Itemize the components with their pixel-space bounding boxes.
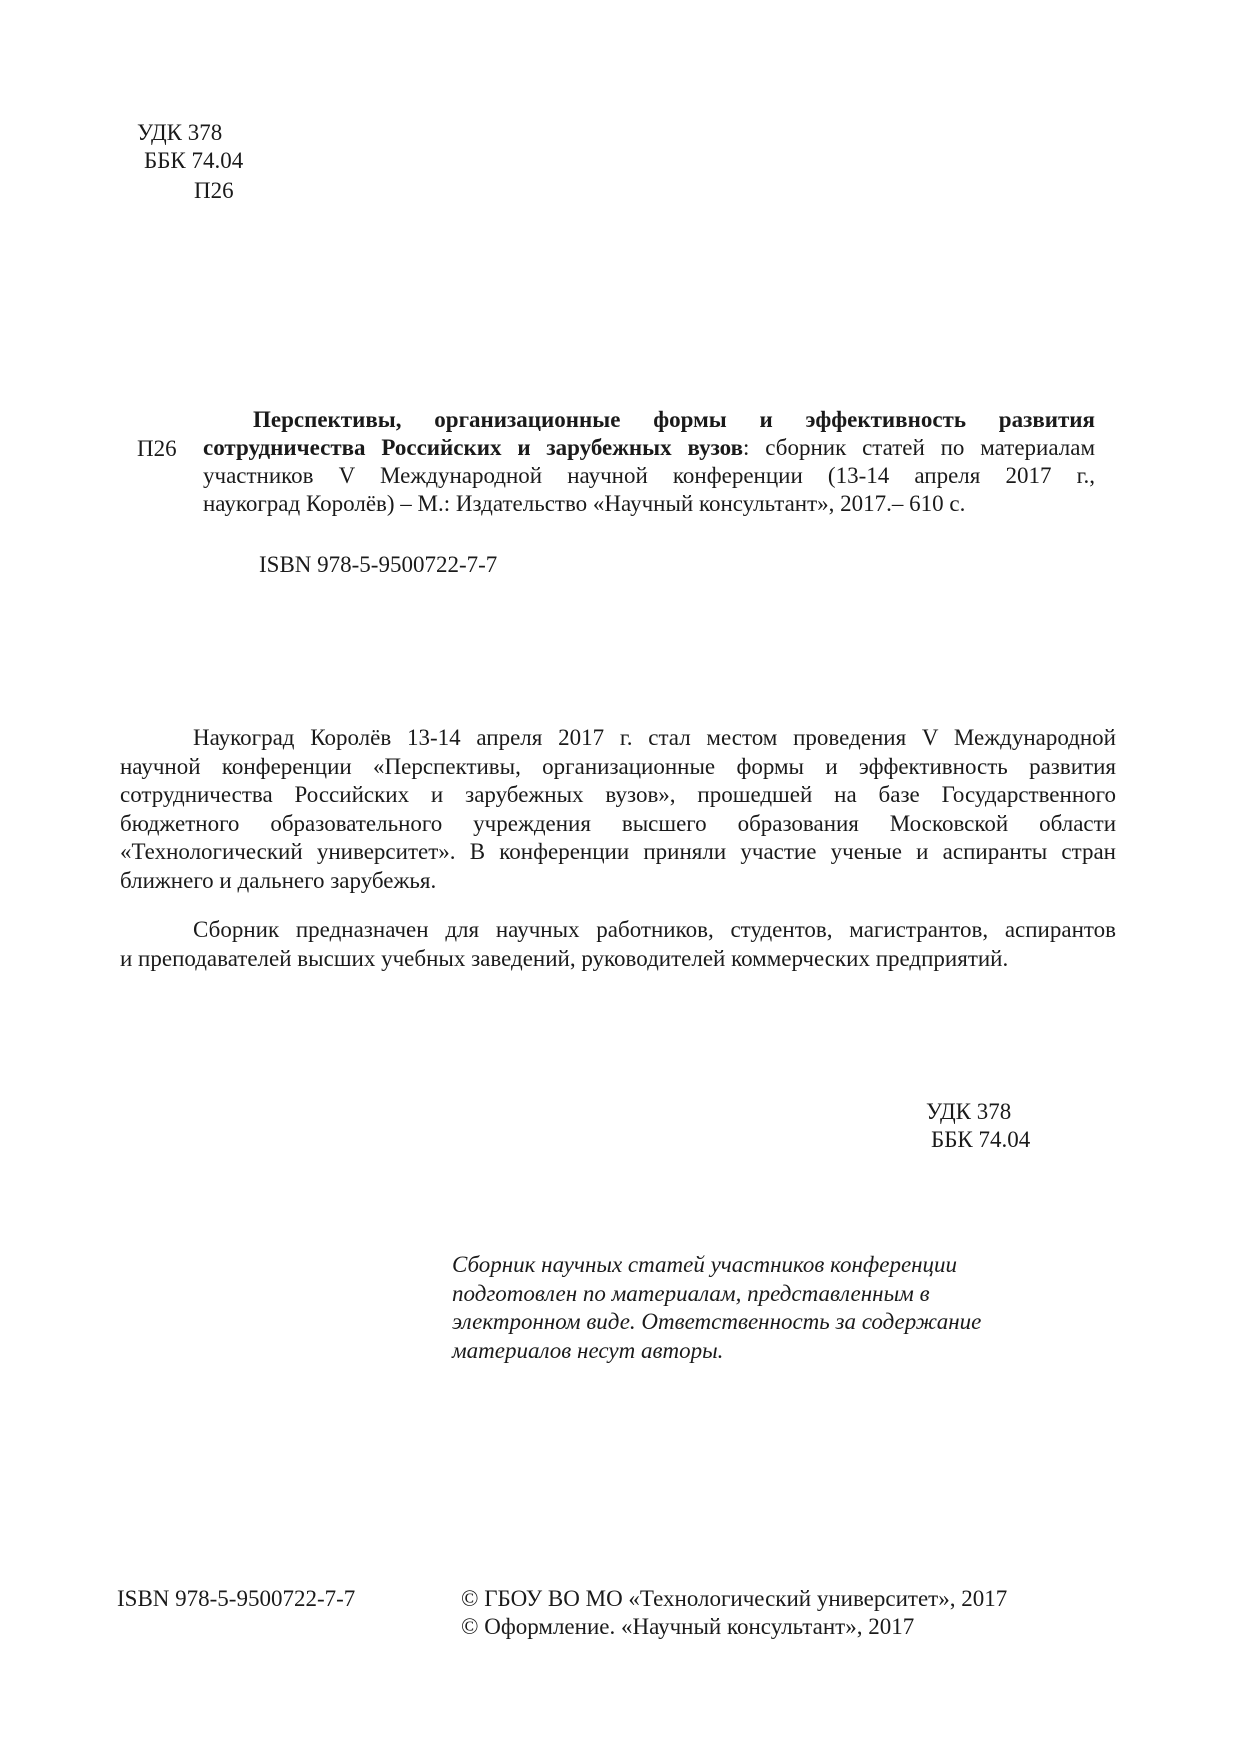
bib-title-rest: : сборник статей по материалам bbox=[743, 435, 1095, 460]
bbk-code-top: ББК 74.04 bbox=[144, 148, 244, 173]
bib-title-line-1: Перспективы, организационные формы и эффективность развития bbox=[253, 407, 1095, 432]
copyright-design: © Оформление. «Научный консультант», 2017 bbox=[461, 1614, 915, 1639]
annotation-line: научной конференции «Перспективы, организационные формы и эффективность развития bbox=[120, 753, 1116, 779]
bbk-code-bottom: ББК 74.04 bbox=[931, 1127, 1031, 1152]
author-sign-top: П26 bbox=[194, 178, 234, 203]
note-line: подготовлен по материалам, представленным в bbox=[452, 1280, 930, 1306]
bib-title-line-2 bbox=[203, 434, 1095, 462]
note-line: электронном виде. Ответственность за содержание bbox=[452, 1309, 982, 1334]
annotation-line: «Технологический университет». В конференции приняли участие ученые и аспиранты стран bbox=[120, 839, 1116, 864]
annotation-paragraph-1 bbox=[120, 724, 1116, 895]
responsibility-note bbox=[452, 1251, 1052, 1365]
annotation-line: и преподавателей высших учебных заведений, руководителей коммерческих предприятий. bbox=[120, 945, 1009, 971]
annotation-line: сотрудничества Российских и зарубежных вузов», прошедшей на базе Государственного bbox=[120, 782, 1116, 807]
annotation-line: ближнего и дальнего зарубежья. bbox=[120, 867, 437, 893]
bib-line-3: участников V Международной научной конференции (13-14 апреля 2017 г., bbox=[203, 463, 1095, 488]
udk-code-top: УДК 378 bbox=[137, 120, 223, 145]
udk-code-bottom: УДК 378 bbox=[926, 1099, 1012, 1124]
annotation-line: Наукоград Королёв 13-14 апреля 2017 г. стал местом проведения V Международной bbox=[193, 725, 1116, 750]
isbn-footer: ISBN 978-5-9500722-7-7 bbox=[117, 1586, 356, 1611]
annotation-line: бюджетного образовательного учреждения высшего образования Московской области bbox=[120, 810, 1116, 836]
bib-title-bold-part: сотрудничества Российских и зарубежных вузов bbox=[203, 435, 744, 460]
bibliographic-author-sign: П26 bbox=[137, 436, 177, 461]
isbn-entry: ISBN 978-5-9500722-7-7 bbox=[259, 552, 498, 577]
bib-line-4: наукоград Королёв) – М.: Издательство «Научный консультант», 2017.– 610 с. bbox=[203, 491, 966, 516]
copyright-university: © ГБОУ ВО МО «Технологический университет», 2017 bbox=[461, 1586, 1008, 1611]
note-line: Сборник научных статей участников конференции bbox=[452, 1252, 958, 1277]
annotation-line: Сборник предназначен для научных работников, студентов, магистрантов, аспирантов bbox=[193, 917, 1116, 942]
bibliographic-description bbox=[203, 406, 1095, 517]
note-line: материалов несут авторы. bbox=[452, 1337, 724, 1363]
annotation-paragraph-2 bbox=[120, 916, 1116, 973]
